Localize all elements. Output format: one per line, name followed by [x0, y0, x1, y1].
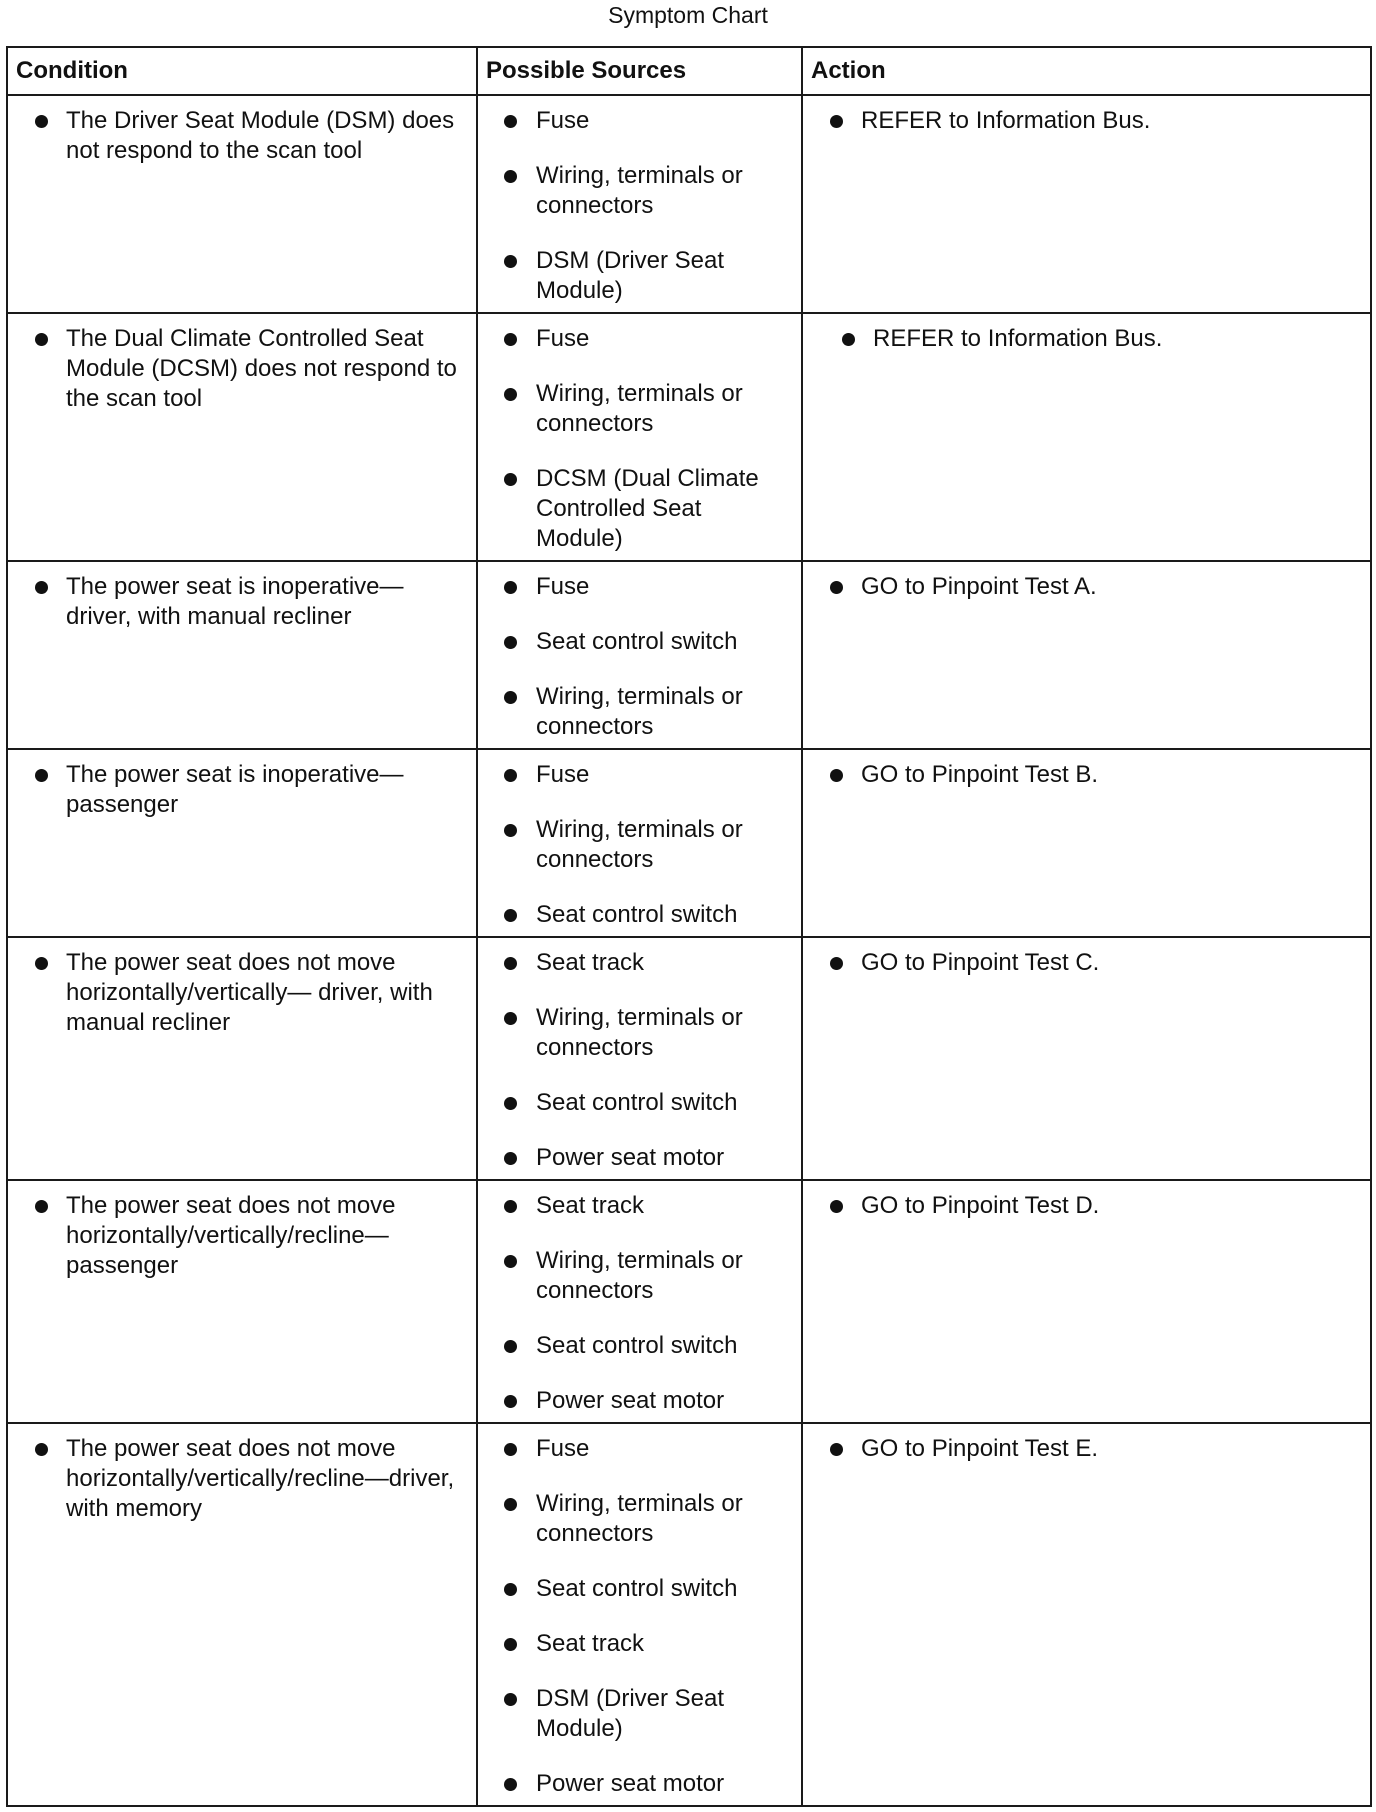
- table-row: [7, 1423, 1371, 1806]
- table-row: [7, 1180, 1371, 1423]
- possible-sources-cell: [477, 1423, 802, 1806]
- action-cell: [802, 1180, 1371, 1423]
- action-text: GO to Pinpoint Test A.: [803, 572, 1360, 602]
- source-item: Fuse: [478, 1434, 791, 1464]
- condition-text: The power seat does not move horizontally/vertically/recline—passenger: [8, 1191, 466, 1281]
- condition-cell: [7, 937, 477, 1180]
- source-item: Wiring, terminals or connectors: [478, 379, 791, 439]
- header-possible-sources: Possible Sources: [477, 47, 802, 95]
- condition-cell: [7, 1423, 477, 1806]
- condition-cell: [7, 95, 477, 313]
- chart-title: Symptom Chart: [608, 2, 768, 28]
- action-cell: [802, 313, 1371, 561]
- condition-text: The power seat does not move horizontally/vertically— driver, with manual recliner: [8, 948, 466, 1038]
- source-item: Power seat motor: [478, 1386, 791, 1416]
- action-text: REFER to Information Bus.: [803, 324, 1360, 354]
- table-body: [7, 95, 1371, 1806]
- action-cell: [802, 937, 1371, 1180]
- source-item: Seat control switch: [478, 1331, 791, 1361]
- possible-sources-cell: [477, 561, 802, 749]
- action-text: GO to Pinpoint Test E.: [803, 1434, 1360, 1464]
- table-row: [7, 561, 1371, 749]
- possible-sources-cell: [477, 1180, 802, 1423]
- source-item: Fuse: [478, 760, 791, 790]
- table-row: [7, 749, 1371, 937]
- source-item: Fuse: [478, 324, 791, 354]
- source-item: Wiring, terminals or connectors: [478, 1489, 791, 1549]
- table-row: [7, 95, 1371, 313]
- action-text: GO to Pinpoint Test B.: [803, 760, 1360, 790]
- source-item: Seat track: [478, 1191, 791, 1221]
- source-item: Wiring, terminals or connectors: [478, 161, 791, 221]
- source-item: Wiring, terminals or connectors: [478, 1246, 791, 1306]
- possible-sources-cell: [477, 937, 802, 1180]
- condition-cell: [7, 749, 477, 937]
- source-item: Wiring, terminals or connectors: [478, 815, 791, 875]
- possible-sources-cell: [477, 749, 802, 937]
- table-row: [7, 313, 1371, 561]
- source-item: Seat control switch: [478, 1574, 791, 1604]
- source-item: Seat control switch: [478, 900, 791, 930]
- action-text: REFER to Information Bus.: [803, 106, 1360, 136]
- source-item: Power seat motor: [478, 1769, 791, 1799]
- condition-text: The power seat does not move horizontally/vertically/recline—driver, with memory: [8, 1434, 466, 1524]
- source-item: Power seat motor: [478, 1143, 791, 1173]
- source-item: Fuse: [478, 572, 791, 602]
- source-item: Seat control switch: [478, 627, 791, 657]
- possible-sources-cell: [477, 313, 802, 561]
- action-cell: [802, 1423, 1371, 1806]
- condition-cell: [7, 1180, 477, 1423]
- source-item: Seat control switch: [478, 1088, 791, 1118]
- action-cell: [802, 749, 1371, 937]
- condition-text: The Dual Climate Controlled Seat Module (DCSM) does not respond to the scan tool: [8, 324, 466, 414]
- condition-text: The power seat is inoperative—passenger: [8, 760, 466, 820]
- header-condition: Condition: [7, 47, 477, 95]
- possible-sources-cell: [477, 95, 802, 313]
- source-item: DSM (Driver Seat Module): [478, 1684, 791, 1744]
- condition-text: The Driver Seat Module (DSM) does not respond to the scan tool: [8, 106, 466, 166]
- source-item: Seat track: [478, 1629, 791, 1659]
- condition-cell: [7, 561, 477, 749]
- condition-text: The power seat is inoperative—driver, with manual recliner: [8, 572, 466, 632]
- source-item: DCSM (Dual Climate Controlled Seat Module): [478, 464, 791, 554]
- source-item: Wiring, terminals or connectors: [478, 1003, 791, 1063]
- action-cell: [802, 95, 1371, 313]
- source-item: Fuse: [478, 106, 791, 136]
- header-row: [7, 47, 1371, 95]
- action-text: GO to Pinpoint Test D.: [803, 1191, 1360, 1221]
- header-action: Action: [802, 47, 1371, 95]
- source-item: Wiring, terminals or connectors: [478, 682, 791, 742]
- source-item: DSM (Driver Seat Module): [478, 246, 791, 306]
- symptom-table: [6, 46, 1372, 1807]
- action-text: GO to Pinpoint Test C.: [803, 948, 1360, 978]
- action-cell: [802, 561, 1371, 749]
- source-item: Seat track: [478, 948, 791, 978]
- table-row: [7, 937, 1371, 1180]
- condition-cell: [7, 313, 477, 561]
